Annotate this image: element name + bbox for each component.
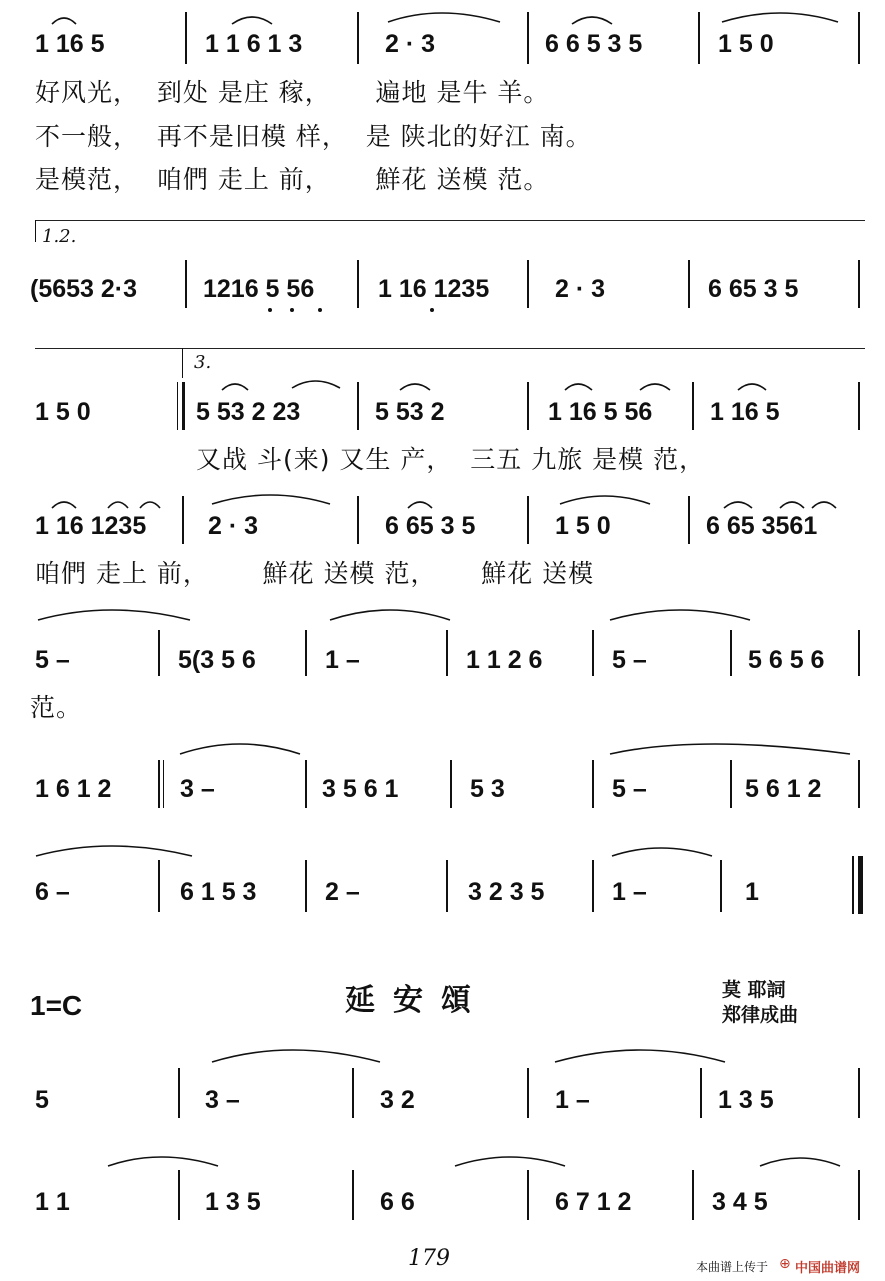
measure-1-3: 2 · 3 <box>385 30 436 58</box>
measure-4-3: 6 65 3 5 <box>385 512 476 540</box>
slur-marks <box>0 1032 885 1080</box>
volta-bracket <box>35 220 865 221</box>
song2-measure-1-2: 3 – <box>205 1086 240 1114</box>
measure-2-4: 2 · 3 <box>555 275 606 303</box>
octave-dot <box>318 308 322 312</box>
measure-4-2: 2 · 3 <box>208 512 259 540</box>
page-number: 179 <box>408 1246 450 1271</box>
song2-measure-2-3: 6 6 <box>380 1188 415 1216</box>
barline <box>185 260 187 308</box>
measure-3-4: 1 16 5 56 <box>548 398 653 426</box>
measure-5-2: 5(3 5 6 <box>178 646 256 674</box>
song2-measure-2-4: 6 7 1 2 <box>555 1188 632 1216</box>
lyric-verse-2: 不一般， 再不是旧模 样， 是 陕北的好江 南。 <box>35 122 592 151</box>
measure-2-1: (5653 2·3 <box>30 275 138 303</box>
measure-1-1: 1 16 5 <box>35 30 105 58</box>
measure-5-1: 5 – <box>35 646 70 674</box>
source-brand[interactable]: 中国曲谱网 <box>795 1261 861 1276</box>
song2-measure-1-5: 1 3 5 <box>718 1086 774 1114</box>
measure-5-6: 5 6 5 6 <box>748 646 825 674</box>
barline <box>688 260 690 308</box>
measure-6-4: 5 3 <box>470 775 505 803</box>
slur-marks <box>0 360 885 400</box>
measure-4-1: 1 16 1235 <box>35 512 147 540</box>
slur-marks <box>0 598 885 638</box>
measure-6-6: 5 6 1 2 <box>745 775 822 803</box>
key-signature: 1=C <box>30 990 83 1021</box>
measure-4-4: 1 5 0 <box>555 512 611 540</box>
measure-6-1: 1 6 1 2 <box>35 775 112 803</box>
lyric-verse-3: 是模范， 咱們 走上 前， 鮮花 送模 范。 <box>35 165 550 194</box>
measure-6-2: 3 – <box>180 775 215 803</box>
slur-marks <box>0 1140 885 1180</box>
barline <box>527 260 529 308</box>
lyric-line-3: 又战 斗(来) 又生 产， 三五 九旅 是模 范， <box>196 445 706 474</box>
measure-7-6: 1 <box>745 878 759 906</box>
composer-credit: 郑律成曲 <box>722 1004 799 1026</box>
lyric-line-4: 咱們 走上 前， 鮮花 送模 范， 鮮花 送模 <box>35 559 595 588</box>
measure-3-2: 5 53 2 23 <box>196 398 301 426</box>
measure-3-3: 5 53 2 <box>375 398 445 426</box>
measure-7-2: 6 1 5 3 <box>180 878 257 906</box>
slur-marks <box>0 480 885 520</box>
measure-1-2: 1 1 6 1 3 <box>205 30 303 58</box>
song2-measure-2-5: 3 4 5 <box>712 1188 768 1216</box>
octave-dot <box>430 308 434 312</box>
octave-dot <box>268 308 272 312</box>
song2-measure-1-4: 1 – <box>555 1086 590 1114</box>
measure-6-5: 5 – <box>612 775 647 803</box>
volta-label: 3. <box>194 352 212 373</box>
barline <box>357 260 359 308</box>
slur-marks <box>0 0 885 70</box>
measure-2-3: 1 16 1235 <box>378 275 490 303</box>
song2-measure-1-3: 3 2 <box>380 1086 415 1114</box>
volta-label: 1.2. <box>42 226 77 247</box>
barline <box>858 260 860 308</box>
lyricist-credit: 莫 耶詞 <box>722 979 786 1001</box>
measure-4-5: 6 65 3561 <box>706 512 818 540</box>
measure-7-1: 6 – <box>35 878 70 906</box>
octave-dot <box>290 308 294 312</box>
measure-3-5: 1 16 5 <box>710 398 780 426</box>
song2-measure-2-1: 1 1 <box>35 1188 70 1216</box>
staff-separator <box>35 348 865 349</box>
measure-7-3: 2 – <box>325 878 360 906</box>
source-text: 本曲谱上传于 <box>696 1260 769 1274</box>
song-title: 延安頌 <box>345 983 489 1018</box>
lyric-line-5: 范。 <box>30 693 83 722</box>
measure-2-5: 6 65 3 5 <box>708 275 799 303</box>
measure-6-3: 3 5 6 1 <box>322 775 399 803</box>
site-logo-icon: ⊕ <box>779 1256 791 1272</box>
measure-5-4: 1 1 2 6 <box>466 646 543 674</box>
measure-1-4: 6 6 5 3 5 <box>545 30 643 58</box>
slur-marks <box>0 832 885 872</box>
measure-2-2: 1216 5 56 <box>203 275 315 303</box>
measure-5-5: 5 – <box>612 646 647 674</box>
measure-1-5: 1 5 0 <box>718 30 774 58</box>
lyric-verse-1: 好风光， 到处 是庄 稼， 遍地 是牛 羊。 <box>35 78 550 107</box>
measure-7-5: 1 – <box>612 878 647 906</box>
volta-bracket-edge <box>35 220 36 242</box>
slur-marks <box>0 732 885 772</box>
measure-5-3: 1 – <box>325 646 360 674</box>
measure-7-4: 3 2 3 5 <box>468 878 545 906</box>
song2-measure-2-2: 1 3 5 <box>205 1188 261 1216</box>
song2-measure-1-1: 5 <box>35 1086 49 1114</box>
measure-3-1: 1 5 0 <box>35 398 91 426</box>
